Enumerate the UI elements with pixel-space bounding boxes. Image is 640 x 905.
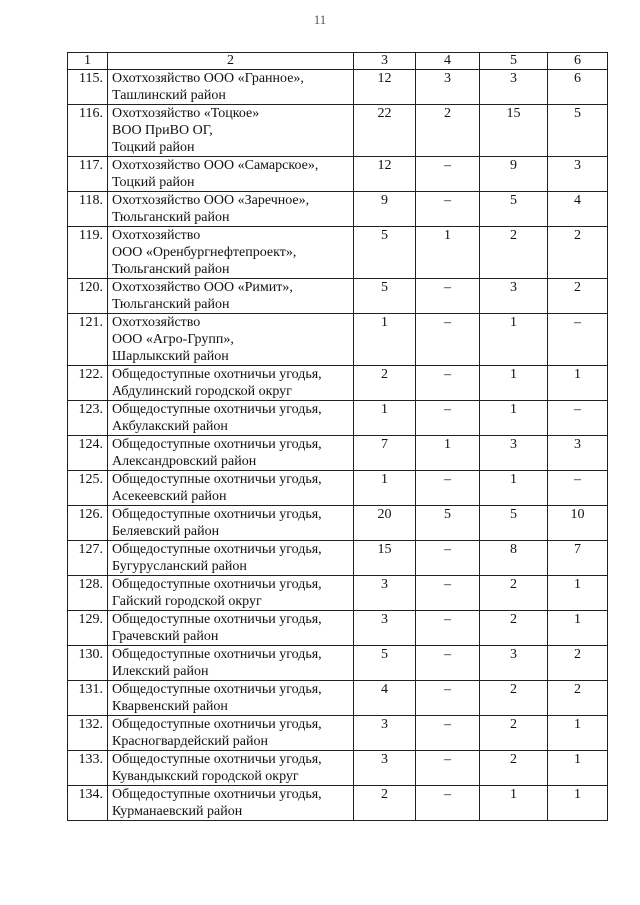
column-5-value: 2 [480,227,548,279]
table-row [68,611,608,646]
page-number: 11 [313,12,327,27]
column-4-value: – [416,541,480,576]
row-number: 131. [68,681,108,716]
row-number: 128. [68,576,108,611]
column-6-value: 2 [548,646,608,681]
column-3-value: 3 [354,751,416,786]
column-3-value: 3 [354,611,416,646]
row-number: 132. [68,716,108,751]
row-number: 119. [68,227,108,279]
column-6-value: – [548,401,608,436]
table-row [68,366,608,401]
column-5-value: 5 [480,192,548,227]
hunting-ground-name: Охотхозяйство ООО «Гранное», Ташлинский район [108,70,354,105]
column-5-value: 2 [480,611,548,646]
column-4-value: 1 [416,227,480,279]
column-3-value: 12 [354,157,416,192]
column-4-value: – [416,366,480,401]
column-6-value: 10 [548,506,608,541]
column-3-value: 7 [354,436,416,471]
hunting-ground-name: Общедоступные охотничьи угодья, Акбулакский район [108,401,354,436]
hunting-ground-name: Охотхозяйство ООО «Заречное», Тюльганский район [108,192,354,227]
column-3-value: 20 [354,506,416,541]
column-3-value: 12 [354,70,416,105]
hunting-ground-name: Общедоступные охотничьи угодья, Беляевский район [108,506,354,541]
column-4-value: – [416,279,480,314]
column-3-value: 2 [354,366,416,401]
column-3-value: 3 [354,576,416,611]
column-4-value: 2 [416,105,480,157]
column-5-value: 2 [480,751,548,786]
column-header: 1 [68,53,108,70]
column-6-value: 6 [548,70,608,105]
column-6-value: 1 [548,716,608,751]
table-row [68,401,608,436]
column-6-value: – [548,314,608,366]
table-row [68,471,608,506]
table-body [68,70,608,821]
row-number: 123. [68,401,108,436]
row-number: 130. [68,646,108,681]
column-3-value: 1 [354,471,416,506]
column-6-value: 1 [548,786,608,821]
column-5-value: 5 [480,506,548,541]
hunting-ground-name: Охотхозяйство ООО «Оренбургнефтепроект», Тюльганский район [108,227,354,279]
hunting-ground-name: Общедоступные охотничьи угодья, Асекеевский район [108,471,354,506]
column-3-value: 1 [354,314,416,366]
column-5-value: 1 [480,366,548,401]
column-5-value: 1 [480,314,548,366]
hunting-ground-name: Общедоступные охотничьи угодья, Абдулинский городской округ [108,366,354,401]
column-6-value: 7 [548,541,608,576]
column-5-value: 3 [480,279,548,314]
column-3-value: 3 [354,716,416,751]
column-3-value: 15 [354,541,416,576]
column-5-value: 8 [480,541,548,576]
hunting-ground-name: Охотхозяйство ООО «Агро-Групп», Шарлыкский район [108,314,354,366]
column-4-value: – [416,314,480,366]
column-6-value: 1 [548,611,608,646]
column-6-value: 1 [548,751,608,786]
table-row [68,157,608,192]
table-row [68,681,608,716]
row-number: 117. [68,157,108,192]
table-row [68,70,608,105]
column-5-value: 2 [480,681,548,716]
column-5-value: 3 [480,70,548,105]
hunting-ground-name: Общедоступные охотничьи угодья, Илекский район [108,646,354,681]
table-row [68,192,608,227]
column-5-value: 3 [480,646,548,681]
column-6-value: 4 [548,192,608,227]
column-4-value: – [416,611,480,646]
column-5-value: 9 [480,157,548,192]
column-4-value: – [416,192,480,227]
column-6-value: – [548,471,608,506]
column-6-value: 5 [548,105,608,157]
table-row [68,314,608,366]
row-number: 133. [68,751,108,786]
row-number: 134. [68,786,108,821]
table-row [68,227,608,279]
table-row [68,541,608,576]
column-6-value: 1 [548,576,608,611]
column-4-value: – [416,751,480,786]
column-5-value: 15 [480,105,548,157]
table-row [68,646,608,681]
table-row [68,576,608,611]
column-5-value: 3 [480,436,548,471]
column-4-value: – [416,681,480,716]
column-3-value: 5 [354,227,416,279]
column-4-value: – [416,576,480,611]
header-row [68,53,608,70]
column-5-value: 2 [480,716,548,751]
column-3-value: 1 [354,401,416,436]
column-header: 3 [354,53,416,70]
column-4-value: – [416,646,480,681]
column-6-value: 2 [548,279,608,314]
row-number: 116. [68,105,108,157]
column-3-value: 5 [354,279,416,314]
row-number: 129. [68,611,108,646]
column-5-value: 1 [480,401,548,436]
column-4-value: – [416,786,480,821]
hunting-ground-name: Общедоступные охотничьи угодья, Красногвардейский район [108,716,354,751]
table-row [68,786,608,821]
hunting-ground-name: Охотхозяйство ООО «Римит», Тюльганский район [108,279,354,314]
column-3-value: 4 [354,681,416,716]
column-6-value: 3 [548,436,608,471]
hunting-ground-name: Общедоступные охотничьи угодья, Кварвенский район [108,681,354,716]
data-table [67,52,608,821]
column-header: 5 [480,53,548,70]
column-3-value: 2 [354,786,416,821]
column-4-value: – [416,401,480,436]
table-row [68,716,608,751]
column-4-value: – [416,471,480,506]
column-5-value: 2 [480,576,548,611]
row-number: 115. [68,70,108,105]
table-row [68,506,608,541]
hunting-ground-name: Охотхозяйство ООО «Самарское», Тоцкий район [108,157,354,192]
hunting-ground-name: Общедоступные охотничьи угодья, Грачевский район [108,611,354,646]
table-row [68,751,608,786]
column-header: 4 [416,53,480,70]
table-row [68,105,608,157]
row-number: 121. [68,314,108,366]
row-number: 118. [68,192,108,227]
hunting-ground-name: Общедоступные охотничьи угодья, Кувандыкский городской округ [108,751,354,786]
hunting-ground-name: Общедоступные охотничьи угодья, Александровский район [108,436,354,471]
table-row [68,279,608,314]
column-4-value: – [416,157,480,192]
column-header: 6 [548,53,608,70]
row-number: 120. [68,279,108,314]
row-number: 122. [68,366,108,401]
row-number: 125. [68,471,108,506]
hunting-ground-name: Охотхозяйство «Тоцкое» ВОО ПриВО ОГ, Тоцкий район [108,105,354,157]
row-number: 127. [68,541,108,576]
column-5-value: 1 [480,786,548,821]
column-4-value: 3 [416,70,480,105]
column-4-value: 1 [416,436,480,471]
row-number: 124. [68,436,108,471]
hunting-ground-name: Общедоступные охотничьи угодья, Гайский городской округ [108,576,354,611]
column-5-value: 1 [480,471,548,506]
row-number: 126. [68,506,108,541]
column-6-value: 2 [548,681,608,716]
column-4-value: 5 [416,506,480,541]
column-header: 2 [108,53,354,70]
column-6-value: 3 [548,157,608,192]
hunting-ground-name: Общедоступные охотничьи угодья, Курманаевский район [108,786,354,821]
column-4-value: – [416,716,480,751]
column-6-value: 2 [548,227,608,279]
column-6-value: 1 [548,366,608,401]
table-row [68,436,608,471]
column-3-value: 22 [354,105,416,157]
hunting-ground-name: Общедоступные охотничьи угодья, Бугурусланский район [108,541,354,576]
column-3-value: 9 [354,192,416,227]
column-3-value: 5 [354,646,416,681]
